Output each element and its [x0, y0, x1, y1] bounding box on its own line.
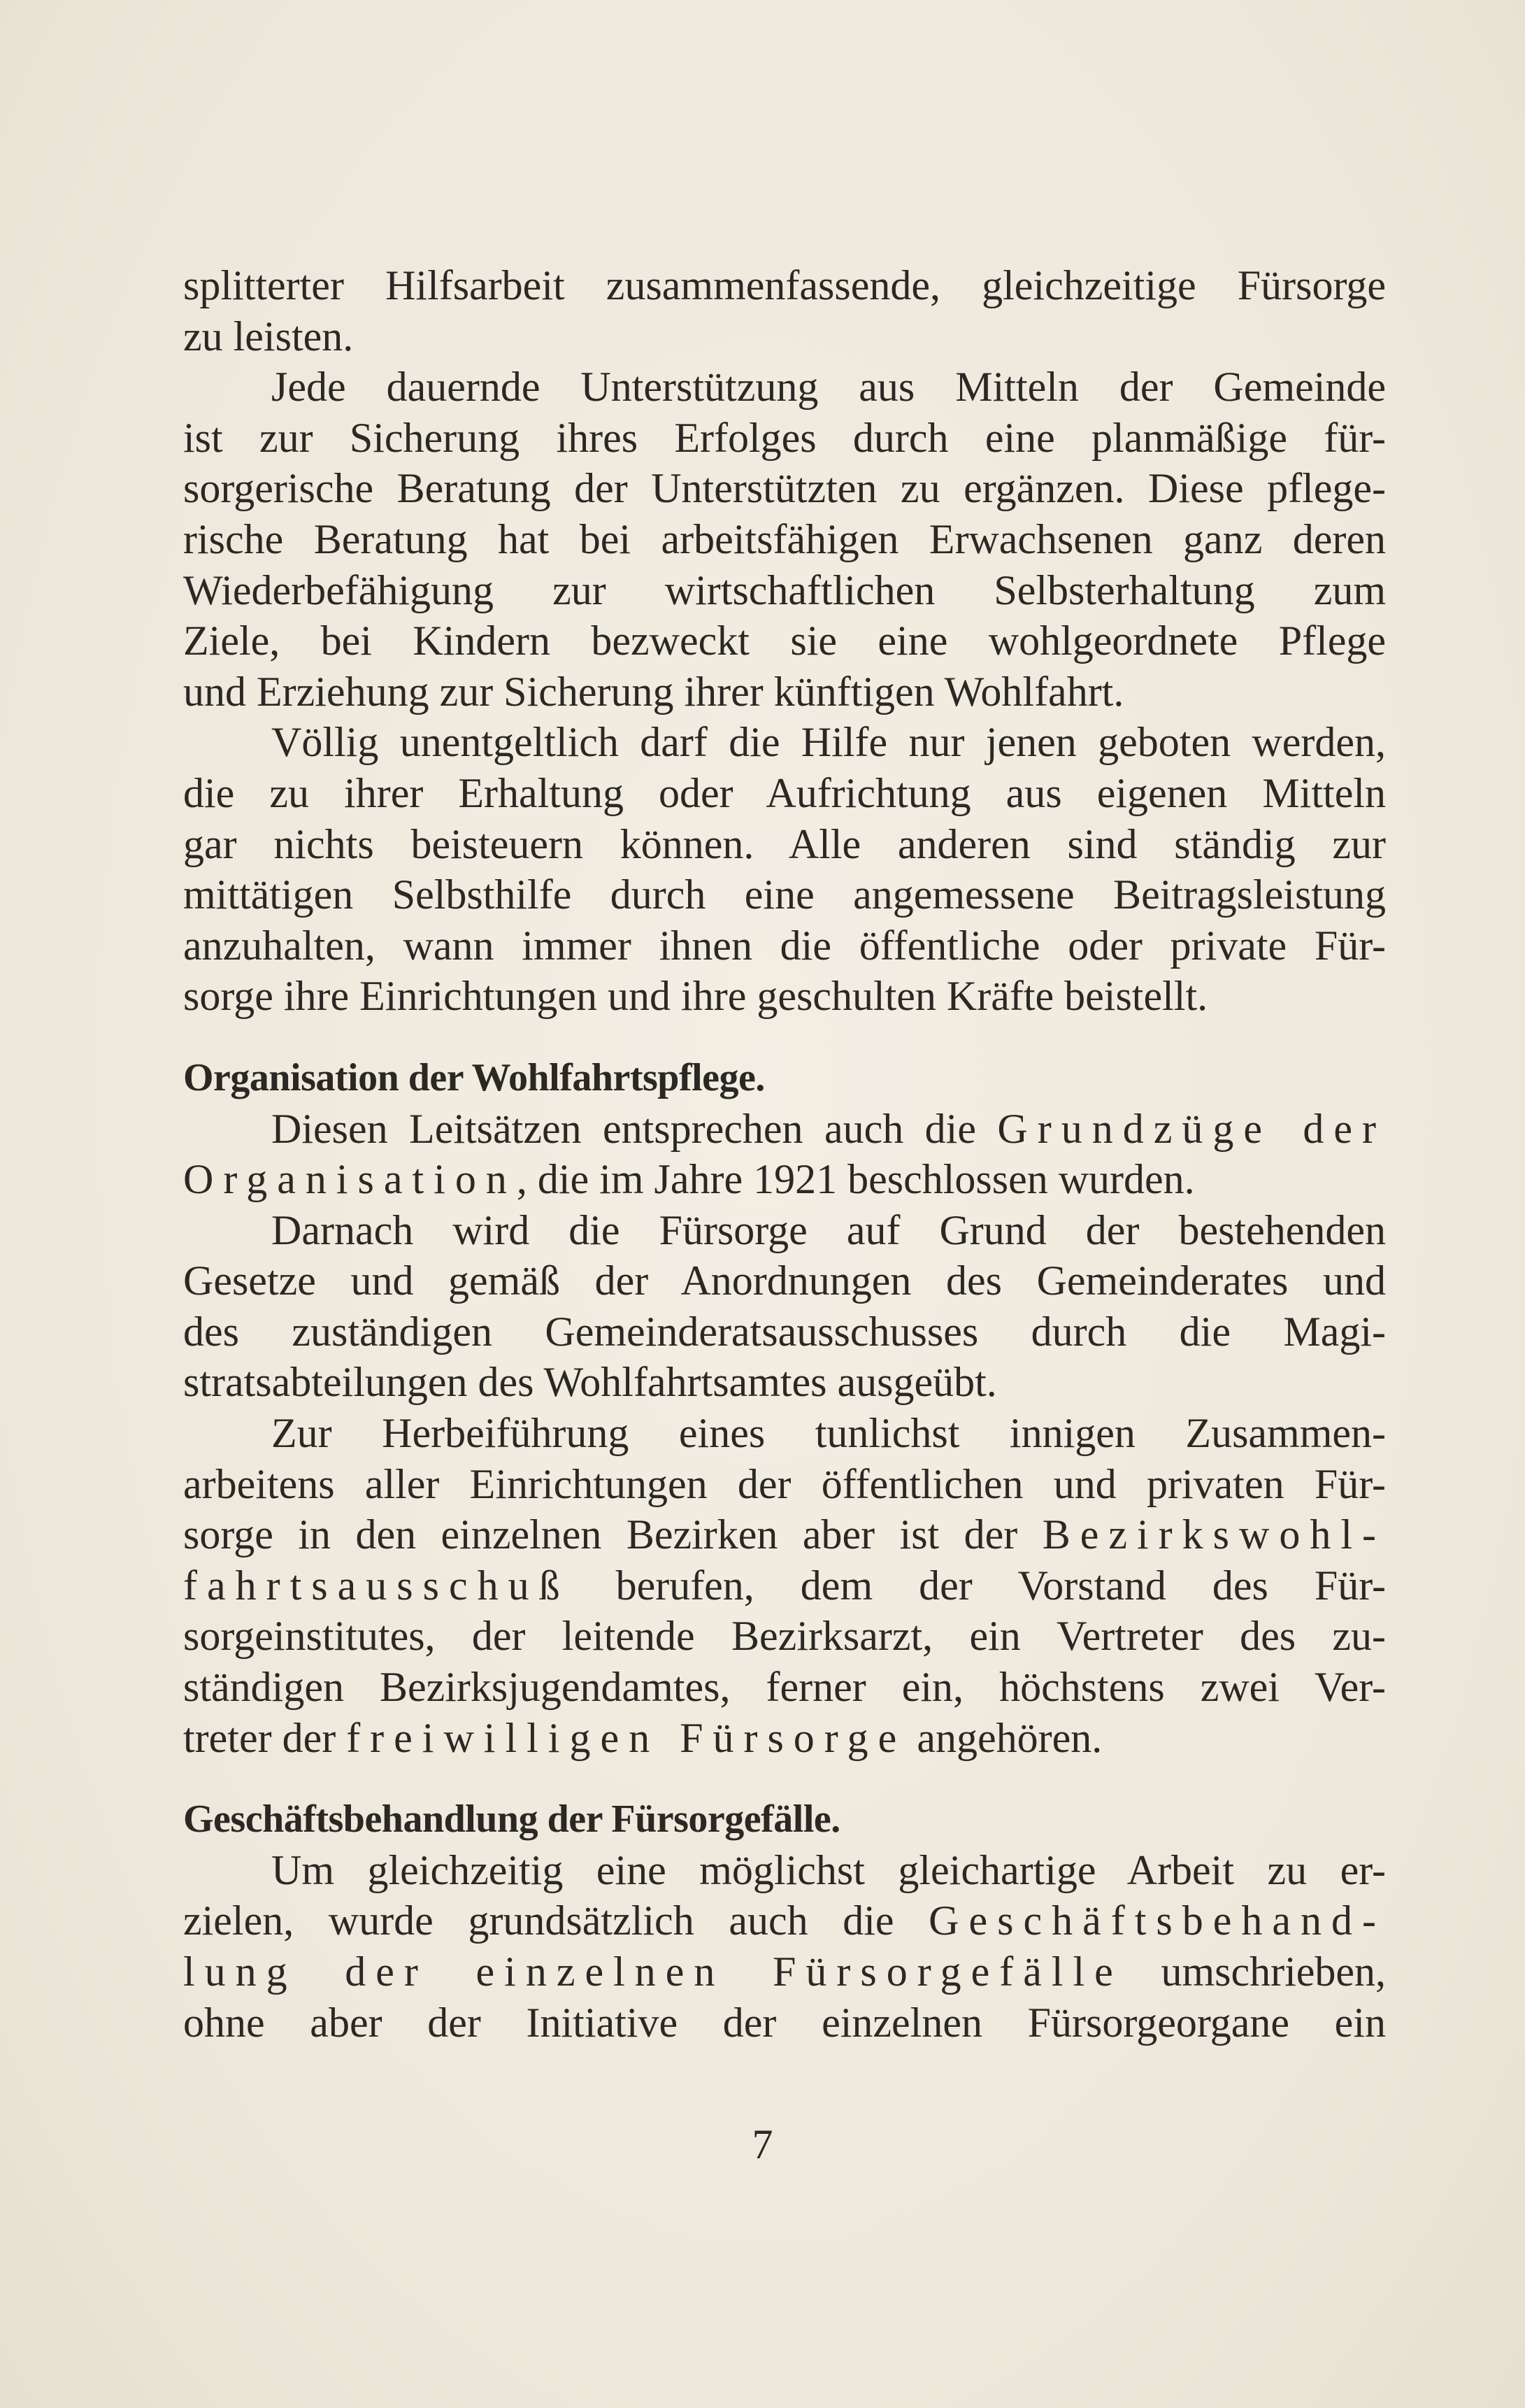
page-number: 7 [752, 2121, 773, 2167]
text-line: ist zur Sicherung ihres Erfolges durch eine planmäßige für- [183, 414, 1386, 461]
spaced-emphasis: Organisation [183, 1156, 517, 1203]
text-segment: sorge in den einzelnen Bezirken aber ist der [183, 1511, 1043, 1558]
text-segment: Diesen Leitsätzen entsprechen auch die [271, 1105, 998, 1152]
text-line [183, 1713, 1386, 1764]
spaced-emphasis: freiwilligen Fürsorge [346, 1714, 907, 1761]
spaced-emphasis: lung der einzelnen Fürsorgefälle [183, 1949, 1123, 1995]
text-line: stratsabteilungen des Wohlfahrtsamtes ausgeübt. [183, 1359, 997, 1406]
text-line: anzuhalten, wann immer ihnen die öffentliche oder private Für- [183, 922, 1386, 969]
paragraph-herbeifuehrung [183, 1408, 1386, 1763]
text-line: Zur Herbeiführung eines tunlichst innigen Zusammen- [271, 1410, 1386, 1457]
text-line [183, 1895, 1386, 1946]
text-line: sorgeinstitutes, der leitende Bezirksarzt, ein Vertreter des zu- [183, 1613, 1386, 1660]
text-line [183, 1509, 1386, 1560]
text-line: mittätigen Selbsthilfe durch eine angemessene Beitragsleistung [183, 871, 1386, 918]
text-line [183, 1946, 1386, 1997]
text-line [183, 1560, 1386, 1611]
text-line: Jede dauernde Unterstützung aus Mitteln der Gemeinde [271, 364, 1386, 411]
section-heading-geschaeftsbehandlung: Geschäftsbehandlung der Fürsorgefälle. [183, 1797, 840, 1841]
spacer [183, 1022, 1386, 1053]
body-text [183, 260, 1386, 2048]
section-heading-organisation: Organisation der Wohlfahrtspflege. [183, 1055, 765, 1099]
text-line: Ziele, bei Kindern bezweckt sie eine wohlgeordnete Pflege [183, 618, 1386, 664]
text-line: ohne aber der Initiative der einzelnen Fürsorgeorgane ein [183, 1999, 1386, 2046]
text-line: gar nichts beisteuern können. Alle anderen sind ständig zur [183, 820, 1386, 867]
text-line: und Erziehung zur Sicherung ihrer künftigen Wohlfahrt. [183, 668, 1124, 715]
text-line [183, 1154, 1386, 1205]
text-line [183, 1104, 1386, 1155]
text-segment: treter der [183, 1714, 347, 1761]
spaced-emphasis: Geschäftsbehand- [929, 1897, 1386, 1944]
text-segment: zielen, wurde grundsätzlich auch die [183, 1897, 929, 1944]
text-line: zu leisten. [183, 313, 354, 359]
text-segment: berufen, dem der Vorstand des Für- [569, 1562, 1386, 1609]
text-line: rische Beratung hat bei arbeitsfähigen Erwachsenen ganz deren [183, 515, 1386, 562]
text-line: Wiederbefähigung zur wirtschaftlichen Selbsterhaltung zum [183, 567, 1386, 613]
text-line: des zuständigen Gemeinderatsausschusses durch die Magi- [183, 1308, 1386, 1355]
text-line: sorgerische Beratung der Unterstützten zu ergänzen. Diese pflege- [183, 465, 1386, 512]
text-segment: umschrieben, [1122, 1949, 1387, 1995]
text-line: sorge ihre Einrichtungen und ihre geschulten Kräfte beistellt. [183, 973, 1208, 1020]
spaced-emphasis: fahrtsausschuß [183, 1562, 570, 1609]
text-line: Gesetze und gemäß der Anordnungen des Gemeinderates und [183, 1258, 1386, 1304]
text-line: splitterter Hilfsarbeit zusammenfassende, gleichzeitige Fürsorge [183, 262, 1386, 308]
text-line: Darnach wird die Fürsorge auf Grund der bestehenden [271, 1206, 1386, 1253]
text-line: ständigen Bezirksjugendamtes, ferner ein, höchstens zwei Ver- [183, 1664, 1386, 1711]
paragraph-unentgeltlich [183, 717, 1386, 1022]
spacer [183, 1763, 1386, 1794]
text-line: die zu ihrer Erhaltung oder Aufrichtung aus eigenen Mitteln [183, 769, 1386, 816]
text-segment: angehören. [906, 1714, 1103, 1761]
paragraph-gleichzeitig [183, 1845, 1386, 2048]
text-line: arbeitens aller Einrichtungen der öffentlichen und privaten Für- [183, 1460, 1386, 1507]
text-segment: , die im Jahre 1921 beschlossen wurden. [516, 1156, 1195, 1203]
paragraph-leitsaetze [183, 1104, 1386, 1205]
text-line: Völlig unentgeltlich darf die Hilfe nur jenen geboten werden, [271, 719, 1386, 766]
paragraph-unterstuetzung [183, 362, 1386, 717]
text-line: Um gleichzeitig eine möglichst gleichartige Arbeit zu er- [271, 1846, 1386, 1893]
spaced-emphasis: Grundzüge der [997, 1105, 1387, 1152]
paragraph-intro [183, 260, 1386, 362]
paragraph-darnach [183, 1205, 1386, 1408]
spaced-emphasis: Bezirkswohl- [1042, 1511, 1386, 1558]
